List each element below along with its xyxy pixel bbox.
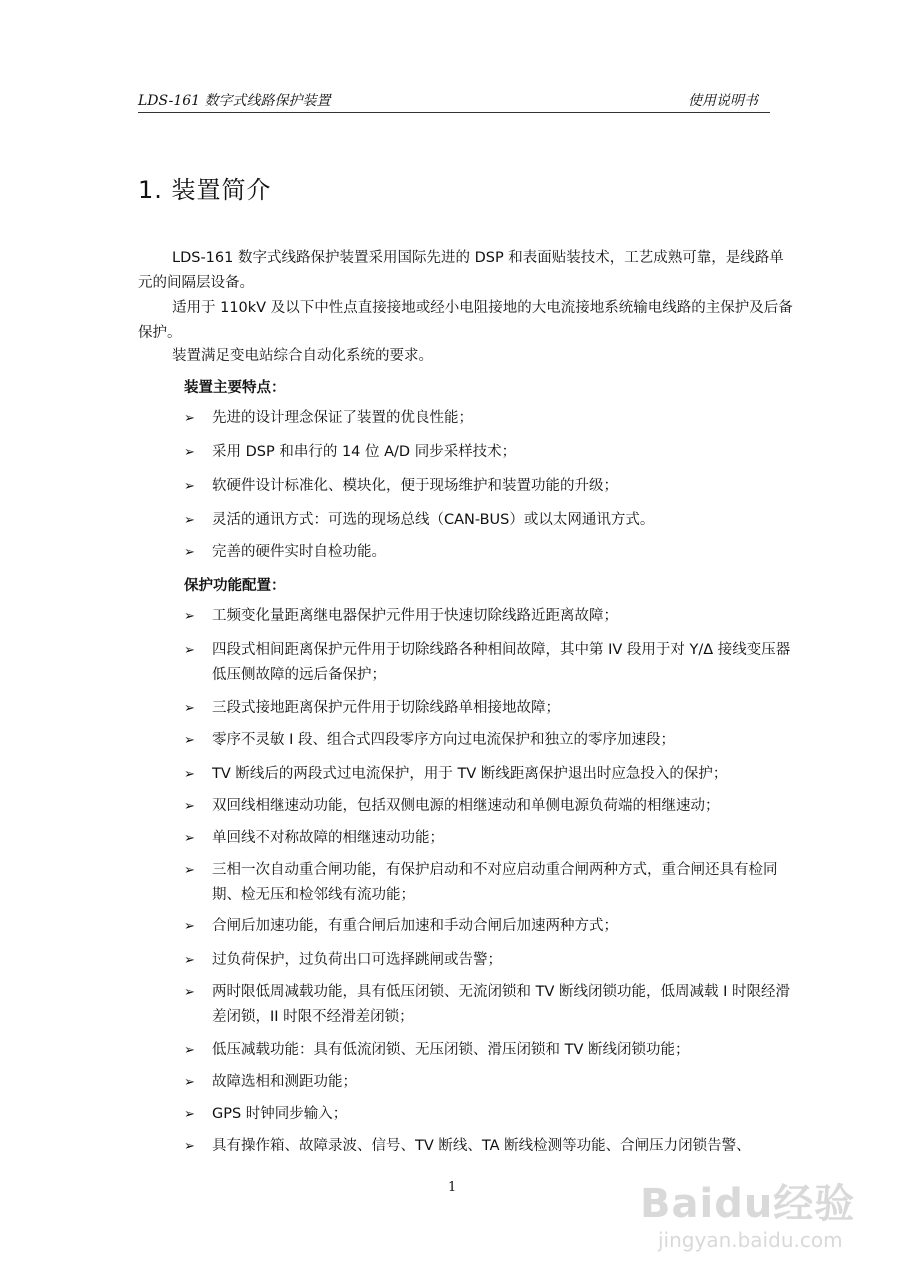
list-item: ➢ 零序不灵敏 I 段、组合式四段零序方向过电流保护和独立的零序加速段；	[184, 728, 804, 753]
bullet-arrow-icon: ➢	[184, 701, 195, 716]
bullet-arrow-icon: ➢	[184, 831, 195, 846]
list-item: ➢ 单回线不对称故障的相继速动功能；	[184, 826, 804, 851]
bullet-arrow-icon: ➢	[184, 919, 195, 934]
list-item: ➢ 故障选相和测距功能；	[184, 1070, 804, 1095]
bullet-arrow-icon: ➢	[184, 1043, 195, 1058]
list-item: ➢ TV 断线后的两段式过电流保护，用于 TV 断线距离保护退出时应急投入的保护；	[184, 762, 804, 787]
list-item: ➢ 完善的硬件实时自检功能。	[184, 540, 804, 565]
list-item: ➢ 合闸后加速功能，有重合闸后加速和手动合闸后加速两种方式；	[184, 914, 804, 939]
page-number: 1	[448, 1180, 457, 1195]
bullet-arrow-icon: ➢	[184, 479, 195, 494]
intro-paragraph: 装置满足变电站综合自动化系统的要求。	[172, 348, 433, 364]
bullet-arrow-icon: ➢	[184, 643, 195, 658]
list-item: ➢ 软硬件设计标准化、模块化，便于现场维护和装置功能的升级；	[184, 474, 804, 499]
functions-heading: 保护功能配置：	[184, 578, 286, 594]
section-title: 1. 装置简介	[138, 176, 272, 204]
list-item: ➢ 两时限低周减载功能，具有低压闭锁、无流闭锁和 TV 断线闭锁功能，低周减载 I 时限经滑差闭锁，II 时限不经滑差闭锁；	[184, 980, 804, 1030]
bullet-arrow-icon: ➢	[184, 545, 195, 560]
header-doc-type: 使用说明书	[688, 93, 758, 109]
bullet-arrow-icon: ➢	[184, 1139, 195, 1154]
list-item: ➢ 低压减载功能：具有低流闭锁、无压闭锁、滑压闭锁和 TV 断线闭锁功能；	[184, 1038, 804, 1063]
header-title: LDS-161 数字式线路保护装置	[138, 93, 331, 109]
page-header	[138, 86, 770, 113]
list-item: ➢ 工频变化量距离继电器保护元件用于快速切除线路近距离故障；	[184, 604, 804, 629]
bullet-arrow-icon: ➢	[184, 411, 195, 426]
bullet-arrow-icon: ➢	[184, 985, 195, 1000]
list-item: ➢ 三段式接地距离保护元件用于切除线路单相接地故障；	[184, 696, 804, 721]
bullet-arrow-icon: ➢	[184, 513, 195, 528]
bullet-arrow-icon: ➢	[184, 863, 195, 878]
intro-paragraph: LDS-161 数字式线路保护装置采用国际先进的 DSP 和表面贴装技术，工艺成熟可靠，是线路单元的间隔层设备。	[138, 250, 784, 291]
features-heading: 装置主要特点：	[184, 380, 286, 396]
bullet-arrow-icon: ➢	[184, 445, 195, 460]
baidu-logo: Baidu经验	[640, 1181, 856, 1227]
list-item: ➢ 四段式相间距离保护元件用于切除线路各种相间故障，其中第 IV 段用于对 Y/Δ 接线变压器低压侧故障的远后备保护；	[184, 638, 804, 688]
list-item: ➢ 先进的设计理念保证了装置的优良性能；	[184, 406, 804, 431]
list-item: ➢ 具有操作箱、故障录波、信号、TV 断线、TA 断线检测等功能、合闸压力闭锁告警、	[184, 1134, 804, 1159]
bullet-arrow-icon: ➢	[184, 953, 195, 968]
watermark	[640, 1172, 870, 1272]
bullet-arrow-icon: ➢	[184, 1075, 195, 1090]
list-item: ➢ 灵活的通讯方式：可选的现场总线（CAN-BUS）或以太网通讯方式。	[184, 508, 804, 533]
bullet-arrow-icon: ➢	[184, 609, 195, 624]
intro-paragraph: 适用于 110kV 及以下中性点直接接地或经小电阻接地的大电流接地系统输电线路的主保护及后备保护。	[138, 300, 793, 341]
watermark-url: jingyan.baidu.com	[658, 1228, 843, 1252]
list-item: ➢ 双回线相继速动功能，包括双侧电源的相继速动和单侧电源负荷端的相继速动；	[184, 794, 804, 819]
list-item: ➢ 三相一次自动重合闸功能，有保护启动和不对应启动重合闸两种方式，重合闸还具有检同期、检无压和检邻线有流功能；	[184, 858, 804, 908]
list-item: ➢ GPS 时钟同步输入；	[184, 1102, 804, 1127]
list-item: ➢ 采用 DSP 和串行的 14 位 A/D 同步采样技术；	[184, 440, 804, 465]
bullet-arrow-icon: ➢	[184, 733, 195, 748]
list-item: ➢ 过负荷保护，过负荷出口可选择跳闸或告警；	[184, 948, 804, 973]
bullet-arrow-icon: ➢	[184, 799, 195, 814]
bullet-arrow-icon: ➢	[184, 767, 195, 782]
bullet-arrow-icon: ➢	[184, 1107, 195, 1122]
